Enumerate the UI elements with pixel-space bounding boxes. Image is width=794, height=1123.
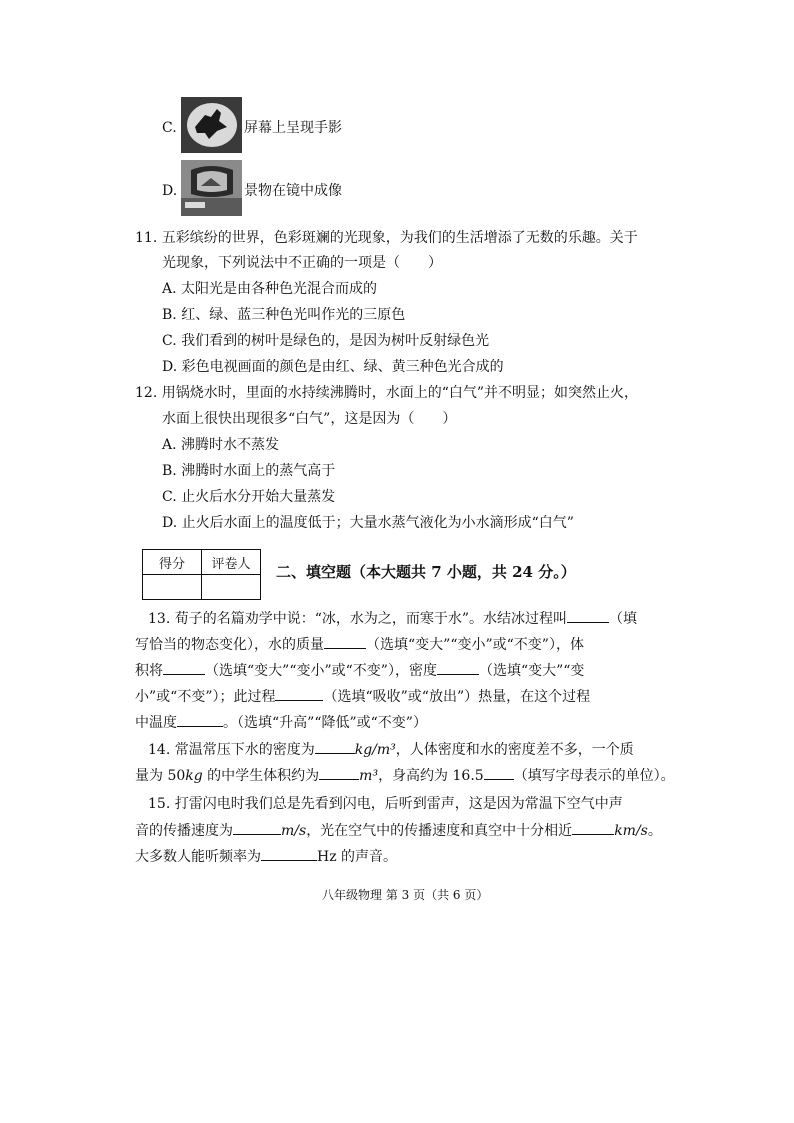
section-title: 二、填空题（本大题共 7 小题，共 24 分。） [276,563,576,581]
q13-text-5b: 。（选填“升高”“降低”或“不变”） [223,715,427,731]
q11-option-d: D. 彩色电视画面的颜色是由红、绿、黄三种色光合成的 [162,359,504,375]
q14-blank-1[interactable] [315,739,355,754]
q13-text-1a: 13. 荀子的名篇劝学中说：“冰，水为之，而寒于水”。水结冰过程叫 [148,611,568,627]
q14-line1 [148,739,634,760]
q15-blank-2[interactable] [572,820,614,835]
q11-stem-line2: 光现象，下列说法中不正确的一项是（ ） [162,255,442,271]
q12-option-a: A. 沸腾时水不蒸发 [162,437,280,453]
q12-stem-line2: 水面上很快出现很多“白气”，这是因为（ ） [162,411,457,427]
q12-option-d: D. 止火后水面上的温度低于；大量水蒸气液化为小水滴形成“白气” [162,515,574,531]
q15-text-2b: ，光在空气中的传播速度和真空中十分相近 [306,823,573,839]
q13-text-3a: 积将 [135,663,163,679]
q15-text-2c: 。 [647,823,662,839]
score-cell[interactable] [143,575,202,600]
q15-blank-3[interactable] [261,846,317,861]
option-c-letter: C. [162,120,177,136]
hand-shadow-image [181,97,242,153]
page-footer: 八年级物理 第 3 页（共 6 页） [322,888,489,902]
q14-unit-1: kg/m³ [354,742,396,758]
q15-text-3b: Hz 的声音。 [317,849,398,865]
q14-text-2c: ，身高约为 16.5 [378,768,484,784]
q13-text-2a: 写恰当的物态变化），水的质量 [135,637,324,653]
q11-option-b: B. 红、绿、蓝三种色光叫作光的三原色 [162,307,406,323]
q13-line2 [135,634,584,655]
q13-text-5a: 中温度 [135,715,177,731]
q13-blank-3[interactable] [163,660,205,675]
q15-text-3a: 大多数人能听频率为 [135,849,261,865]
q15-line1: 15. 打雷闪电时我们总是先看到闪电，后听到雷声，这是因为常温下空气中声 [148,796,623,812]
q12-option-c: C. 止火后水分开始大量蒸发 [162,489,336,505]
q14-text-2a: 量为 50 [135,768,186,784]
q13-blank-4[interactable] [437,660,479,675]
q13-blank-6[interactable] [177,712,223,727]
q13-text-1b: （填 [609,611,638,627]
q13-text-3b: （选填“变大”“变小”或“不变”），密度 [205,663,437,679]
q15-text-2a: 音的传播速度为 [135,823,233,839]
q15-unit-2: km/s [614,823,648,839]
q14-text-2d: （填写字母表示的单位）。 [513,768,675,784]
q14-blank-3[interactable] [484,765,514,780]
q11-option-a: A. 太阳光是由各种色光混合而成的 [162,281,378,297]
grader-cell[interactable] [202,575,261,600]
option-d-text: 景物在镜中成像 [244,183,342,199]
q14-unit-3: m³ [359,768,379,784]
score-table-col2: 评卷人 [202,550,261,575]
q11-stem-line1: 11. 五彩缤纷的世界，色彩斑斓的光现象，为我们的生活增添了无数的乐趣。关于 [135,230,638,246]
q14-text-1a: 14. 常温常压下水的密度为 [148,742,315,758]
q12-option-b: B. 沸腾时水面上的蒸气高于 [162,463,336,479]
q13-blank-2[interactable] [324,634,366,649]
q14-line2 [135,765,675,786]
q13-text-3c: （选填“变大”“变 [478,663,585,679]
q14-unit-2: kg [185,768,203,784]
q15-line3 [135,846,397,867]
option-d-letter: D. [162,183,178,199]
mirror-scene-image [181,160,242,216]
q14-text-2b: 的中学生体积约为 [202,768,320,784]
q13-blank-1[interactable] [567,608,609,623]
q15-line2 [135,820,662,841]
q13-line1 [148,608,637,629]
q13-line3 [135,660,584,681]
q11-option-c: C. 我们看到的树叶是绿色的，是因为树叶反射绿色光 [162,333,490,349]
q13-text-4b: （选填“吸收”或“放出”）热量，在这个过程 [323,689,591,705]
q12-stem-line1: 12. 用锅烧水时，里面的水持续沸腾时，水面上的“白气”并不明显；如突然止火， [135,385,639,401]
q15-blank-1[interactable] [233,820,281,835]
score-table-col1: 得分 [143,550,202,575]
q13-blank-5[interactable] [275,686,323,701]
score-table [142,549,261,600]
q13-line4 [135,686,590,707]
q15-unit-1: m/s [281,823,307,839]
q13-text-4a: 小”或“不变”）；此过程 [135,689,276,705]
q14-text-1b: ，人体密度和水的密度差不多，一个质 [395,742,634,758]
q13-text-2b: （选填“变大”“变小”或“不变”），体 [366,637,584,653]
option-c-text: 屏幕上呈现手影 [244,120,342,136]
q13-line5 [135,712,427,733]
q14-blank-2[interactable] [319,765,359,780]
